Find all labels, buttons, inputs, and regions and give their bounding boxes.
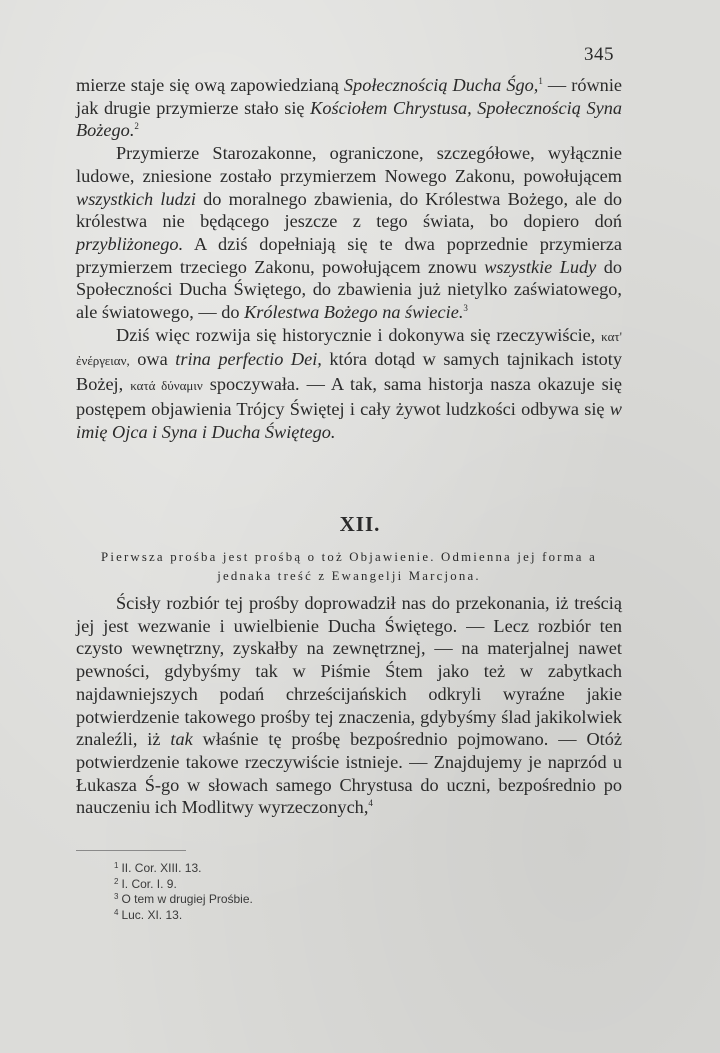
italic-run: Królestwa Bożego na świecie.: [244, 302, 464, 323]
footnote-text: O tem w drugiej Prośbie.: [121, 892, 253, 906]
footnote-divider: [76, 850, 186, 851]
footnotes: [114, 861, 253, 923]
footnote-number: 2: [114, 876, 119, 886]
italic-run: przybliżonego.: [76, 233, 184, 254]
italic-run: wszystkie Ludy: [484, 256, 597, 277]
text-run: — równie jak drugie przymierze stało się: [76, 75, 623, 118]
footnote-number: 1: [114, 861, 119, 870]
greek-run: κατά δύναμιν: [130, 378, 203, 394]
body-text-bottom: [76, 592, 622, 819]
paragraph-continuation: [76, 74, 622, 142]
italic-run: Kościołem Chrystusa, Społecznością Syna Bożego.: [76, 97, 622, 141]
footnote-number: 3: [114, 892, 119, 901]
footnote-text: I. Cor. I. 9.: [121, 876, 177, 891]
chapter-heading: XII.: [339, 512, 381, 536]
footnote-number: 4: [114, 907, 119, 917]
text-run: do moralnego zbawienia, do Królestwa Bożego, ale do królestwa nie będącego jeszcze z tego świata, bo dopiero doń: [76, 188, 622, 232]
italic-run: trina perfectio Dei,: [175, 349, 322, 370]
text-run: do Społeczności Ducha Świętego, do zbawienia już nietylko zaświatowego, ale światowego, — do: [76, 256, 622, 323]
text-run: właśnie tę prośbę bezpośrednio pojmowano. — Otóż potwierdzenie takowe rzeczywiście istnieje. — Znajdujemy je naprzód u Łukasza Ś-go w słowach samego Chrystusa do uczni, bezpośrednio po nauczeniu ich Modlitwy wyrzeczonych,: [76, 729, 622, 818]
text-run: która dotąd w samych tajnikach istoty Bożej,: [76, 349, 622, 395]
paragraph: [76, 324, 622, 444]
text-run: tem jako też w zabytkach najdawniejszych podań chrześcijańskich odkryli wyraźne jakie potwierdzenie takowego prośby tej znaczenia, gdybyśmy ślad jakikolwiek znaleźli, iż: [76, 661, 623, 750]
footnote-text: II. Cor. XIII. 13.: [121, 861, 202, 875]
footnote: [114, 908, 253, 924]
italic-run: Społecznością Ducha Śgo,: [343, 75, 539, 95]
text-run: Dziś więc rozwija się historycznie i dokonywa się rzeczywiście,: [116, 324, 602, 345]
italic-run: w imię Ojca i Syna i Ducha Świętego.: [76, 398, 622, 442]
footnote: [114, 877, 253, 893]
italic-run: wszystkich ludzi: [76, 188, 196, 209]
footnote-text: Luc. XI. 13.: [121, 907, 183, 922]
paragraph: [76, 592, 622, 819]
page-number: 345: [584, 44, 614, 65]
text-run: mierze staje się ową zapowiedzianą: [76, 75, 344, 95]
text-run: owa: [129, 349, 176, 370]
greek-run: κατ' ἐνέργειαν,: [76, 328, 622, 369]
footnote: [114, 861, 253, 877]
text-run: Przymierze Starozakonne, ograniczone, szczegółowe, wyłącznie ludowe, zniesione zostało przymierzem Nowego Zakonu, powołującem: [76, 143, 622, 186]
text-run: spoczywała. — A tak, sama historja nasza okazuje się postępem objawienia Trójcy Świętej i cały żywot ludzkości odbywa się: [76, 374, 622, 419]
paragraph: [76, 142, 622, 324]
footnote-ref: 1: [538, 76, 543, 86]
body-text-top: [76, 74, 622, 443]
footnote-ref: 4: [368, 798, 373, 809]
italic-run: tak: [170, 729, 193, 750]
footnote: [114, 892, 253, 908]
text-run: A dziś dopełniają się te dwa poprzednie przymierza przymierzem trzeciego Zakonu, powołującem znowu: [76, 233, 622, 277]
text-run: Ścisły rozbiór tej prośby doprowadził nas do przekonania, iż treścią jej jest wezwanie i uwielbienie Ducha Świętego. — Lecz rozbiór ten czysto wewnętrzny, zyskałby na zewnętrznej, — na materjalnej nawet pewności, gdybyśmy tak w Piśmie Ś: [76, 593, 622, 682]
chapter-summary: Pierwsza prośba jest prośbą o toż Objawienie. Odmienna jej forma a jednaka treść z Ewangelji Marcjona.: [101, 550, 597, 583]
footnote-ref: 2: [134, 121, 139, 132]
footnote-ref: 3: [463, 303, 468, 314]
